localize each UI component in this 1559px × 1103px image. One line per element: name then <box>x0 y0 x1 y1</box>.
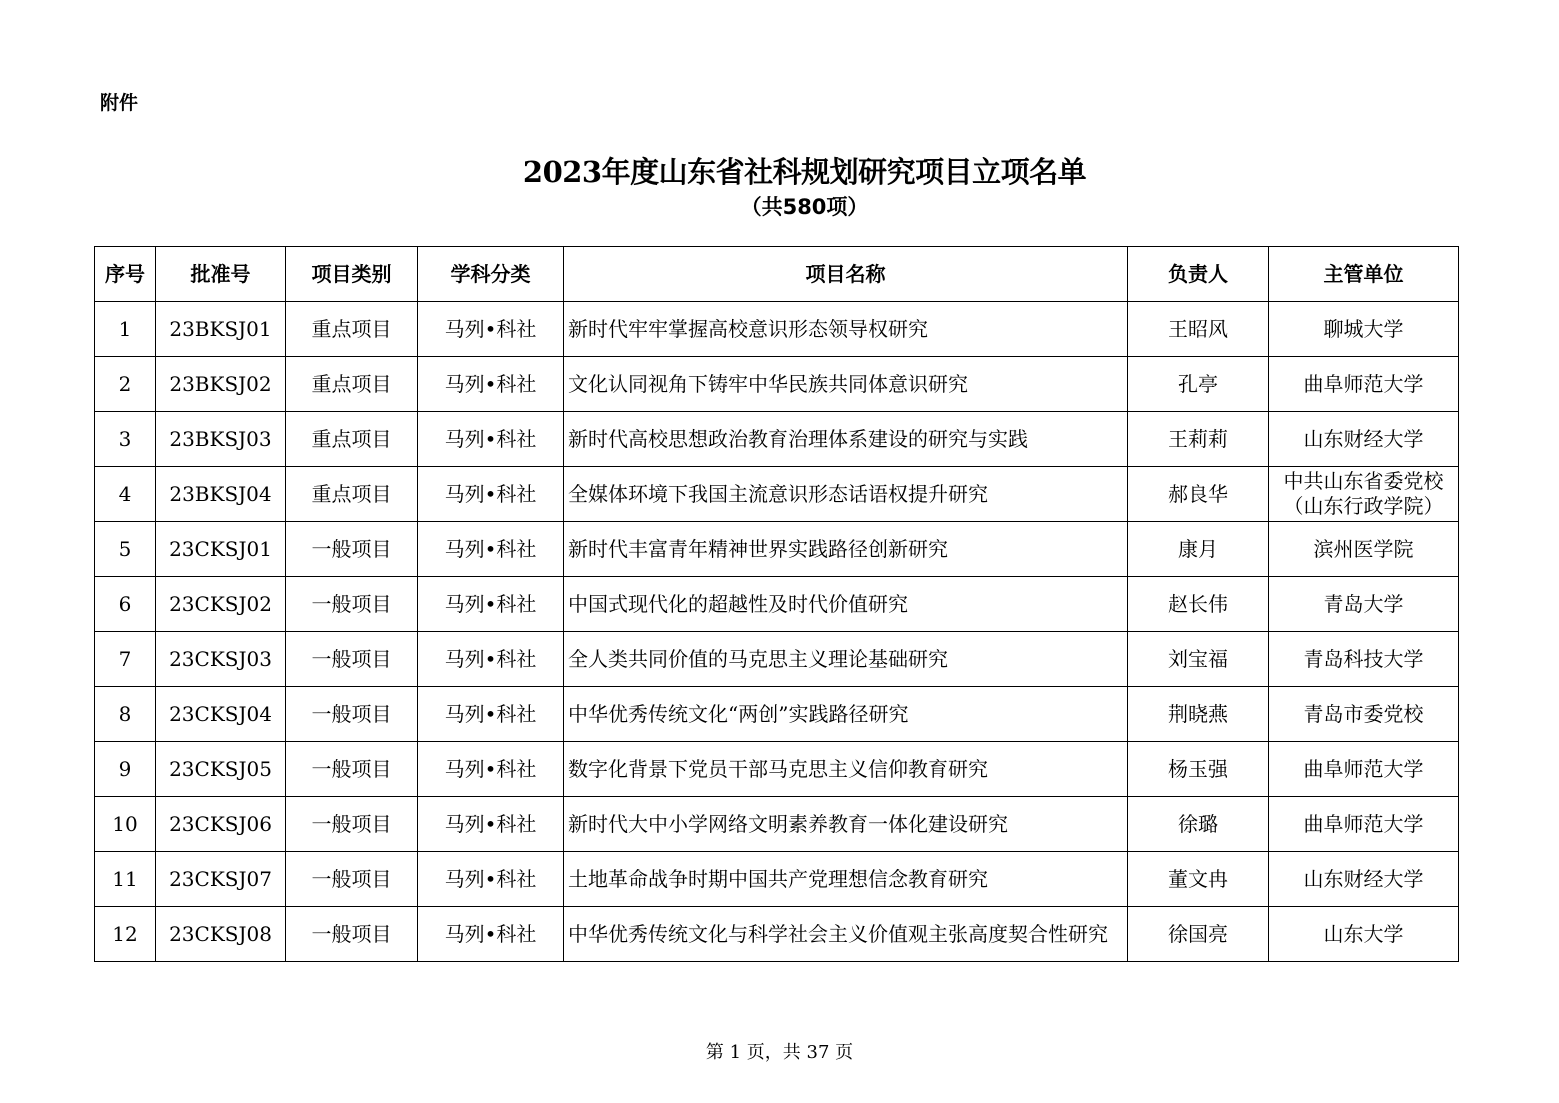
cell-approval-no: 23CKSJ03 <box>156 632 286 687</box>
attachment-label: 附件 <box>100 92 139 114</box>
table-row <box>95 852 1459 907</box>
cell-project-name: 中华优秀传统文化“两创”实践路径研究 <box>564 687 1128 742</box>
cell-leader: 徐璐 <box>1128 797 1269 852</box>
cell-unit: 中共山东省委党校（山东行政学院） <box>1269 467 1459 522</box>
cell-approval-no: 23BKSJ04 <box>156 467 286 522</box>
cell-category: 一般项目 <box>286 687 418 742</box>
cell-project-name: 数字化背景下党员干部马克思主义信仰教育研究 <box>564 742 1128 797</box>
page-title: 2023年度山东省社科规划研究项目立项名单 <box>522 155 1087 189</box>
cell-leader: 郝良华 <box>1128 467 1269 522</box>
cell-category: 一般项目 <box>286 632 418 687</box>
cell-seq: 9 <box>95 742 156 797</box>
cell-project-name: 文化认同视角下铸牢中华民族共同体意识研究 <box>564 357 1128 412</box>
cell-category: 一般项目 <box>286 522 418 577</box>
cell-unit: 滨州医学院 <box>1269 522 1459 577</box>
cell-discipline: 马列•科社 <box>418 302 564 357</box>
cell-seq: 2 <box>95 357 156 412</box>
cell-category: 重点项目 <box>286 302 418 357</box>
cell-leader: 徐国亮 <box>1128 907 1269 962</box>
cell-discipline: 马列•科社 <box>418 852 564 907</box>
cell-unit: 曲阜师范大学 <box>1269 357 1459 412</box>
cell-unit: 青岛科技大学 <box>1269 632 1459 687</box>
cell-project-name: 全媒体环境下我国主流意识形态话语权提升研究 <box>564 467 1128 522</box>
header-leader: 负责人 <box>1128 247 1269 302</box>
cell-seq: 6 <box>95 577 156 632</box>
cell-approval-no: 23BKSJ02 <box>156 357 286 412</box>
cell-discipline: 马列•科社 <box>418 907 564 962</box>
table-row <box>95 687 1459 742</box>
cell-leader: 王昭风 <box>1128 302 1269 357</box>
cell-leader: 康月 <box>1128 522 1269 577</box>
table-row <box>95 412 1459 467</box>
cell-unit: 曲阜师范大学 <box>1269 797 1459 852</box>
cell-discipline: 马列•科社 <box>418 577 564 632</box>
cell-seq: 5 <box>95 522 156 577</box>
cell-unit: 山东财经大学 <box>1269 852 1459 907</box>
cell-project-name: 新时代丰富青年精神世界实践路径创新研究 <box>564 522 1128 577</box>
cell-project-name: 新时代高校思想政治教育治理体系建设的研究与实践 <box>564 412 1128 467</box>
header-category: 项目类别 <box>286 247 418 302</box>
cell-discipline: 马列•科社 <box>418 797 564 852</box>
cell-category: 一般项目 <box>286 852 418 907</box>
cell-approval-no: 23CKSJ07 <box>156 852 286 907</box>
cell-leader: 杨玉强 <box>1128 742 1269 797</box>
cell-project-name: 新时代牢牢掌握高校意识形态领导权研究 <box>564 302 1128 357</box>
table-row <box>95 742 1459 797</box>
cell-discipline: 马列•科社 <box>418 687 564 742</box>
cell-project-name: 全人类共同价值的马克思主义理论基础研究 <box>564 632 1128 687</box>
header-approval-no: 批准号 <box>156 247 286 302</box>
cell-approval-no: 23CKSJ01 <box>156 522 286 577</box>
cell-unit: 聊城大学 <box>1269 302 1459 357</box>
cell-seq: 12 <box>95 907 156 962</box>
header-project-name: 项目名称 <box>564 247 1128 302</box>
cell-leader: 赵长伟 <box>1128 577 1269 632</box>
table-row <box>95 522 1459 577</box>
cell-category: 重点项目 <box>286 357 418 412</box>
cell-category: 一般项目 <box>286 907 418 962</box>
cell-discipline: 马列•科社 <box>418 357 564 412</box>
cell-category: 一般项目 <box>286 742 418 797</box>
header-discipline: 学科分类 <box>418 247 564 302</box>
cell-unit: 山东大学 <box>1269 907 1459 962</box>
cell-category: 重点项目 <box>286 467 418 522</box>
table-row <box>95 577 1459 632</box>
project-table <box>94 246 1459 962</box>
cell-unit: 曲阜师范大学 <box>1269 742 1459 797</box>
cell-approval-no: 23CKSJ02 <box>156 577 286 632</box>
table-header-row <box>95 247 1459 302</box>
cell-discipline: 马列•科社 <box>418 467 564 522</box>
table-row <box>95 357 1459 412</box>
cell-category: 一般项目 <box>286 577 418 632</box>
cell-leader: 王莉莉 <box>1128 412 1269 467</box>
cell-seq: 4 <box>95 467 156 522</box>
cell-leader: 刘宝福 <box>1128 632 1269 687</box>
page-subtitle: （共580项） <box>740 195 869 219</box>
cell-unit: 青岛大学 <box>1269 577 1459 632</box>
cell-project-name: 土地革命战争时期中国共产党理想信念教育研究 <box>564 852 1128 907</box>
cell-project-name: 新时代大中小学网络文明素养教育一体化建设研究 <box>564 797 1128 852</box>
table-row <box>95 797 1459 852</box>
cell-approval-no: 23CKSJ04 <box>156 687 286 742</box>
cell-approval-no: 23BKSJ01 <box>156 302 286 357</box>
table-row <box>95 907 1459 962</box>
cell-seq: 3 <box>95 412 156 467</box>
cell-seq: 10 <box>95 797 156 852</box>
cell-discipline: 马列•科社 <box>418 522 564 577</box>
cell-seq: 11 <box>95 852 156 907</box>
table-row <box>95 632 1459 687</box>
cell-seq: 1 <box>95 302 156 357</box>
cell-approval-no: 23CKSJ05 <box>156 742 286 797</box>
cell-discipline: 马列•科社 <box>418 412 564 467</box>
cell-approval-no: 23BKSJ03 <box>156 412 286 467</box>
cell-leader: 董文冉 <box>1128 852 1269 907</box>
cell-category: 一般项目 <box>286 797 418 852</box>
cell-leader: 孔亭 <box>1128 357 1269 412</box>
cell-discipline: 马列•科社 <box>418 632 564 687</box>
cell-project-name: 中国式现代化的超越性及时代价值研究 <box>564 577 1128 632</box>
cell-approval-no: 23CKSJ06 <box>156 797 286 852</box>
cell-unit: 青岛市委党校 <box>1269 687 1459 742</box>
page-footer: 第 1 页，共 37 页 <box>705 1042 854 1063</box>
table-row <box>95 467 1459 522</box>
header-seq: 序号 <box>95 247 156 302</box>
cell-seq: 8 <box>95 687 156 742</box>
cell-discipline: 马列•科社 <box>418 742 564 797</box>
cell-leader: 荆晓燕 <box>1128 687 1269 742</box>
cell-unit: 山东财经大学 <box>1269 412 1459 467</box>
cell-category: 重点项目 <box>286 412 418 467</box>
cell-approval-no: 23CKSJ08 <box>156 907 286 962</box>
cell-project-name: 中华优秀传统文化与科学社会主义价值观主张高度契合性研究 <box>564 907 1128 962</box>
header-unit: 主管单位 <box>1269 247 1459 302</box>
cell-seq: 7 <box>95 632 156 687</box>
table-row <box>95 302 1459 357</box>
